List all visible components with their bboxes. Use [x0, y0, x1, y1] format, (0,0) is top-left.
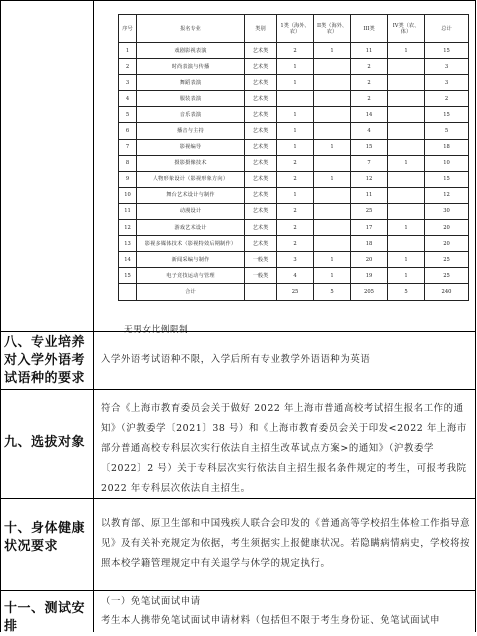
table-row [119, 252, 469, 268]
row-divider [0, 331, 476, 332]
table-cell-c2: 1 [314, 268, 351, 284]
table-row [119, 59, 469, 75]
table-cell-c2 [314, 220, 351, 236]
table-cell-seq: 15 [119, 268, 137, 284]
table-row [119, 107, 469, 123]
table-cell-major: 电子竞技运动与管理 [137, 268, 245, 284]
table-cell-total: 2 [425, 91, 469, 107]
table-row [119, 236, 469, 252]
row-divider [0, 389, 476, 390]
table-cell-seq: 6 [119, 123, 137, 139]
table-cell-c1 [277, 91, 314, 107]
table-cell-seq: 14 [119, 252, 137, 268]
table-cell-category: 艺术类 [245, 91, 277, 107]
table-cell-seq: 5 [119, 107, 137, 123]
table-cell-c2 [314, 187, 351, 203]
section-text-health: 以教育部、原卫生部和中国残疾人联合会印发的《普通高等学校招生体检工作指导意见》及有关补充规定为依据，考生须据实上报健康状况。若隐瞒病情病史，学校将按照本校学籍管理规定中有关退学与休学的规定执行。 [101, 518, 471, 569]
table-cell-seq: 8 [119, 155, 137, 171]
table-cell-c4 [388, 91, 425, 107]
table-cell-c2 [314, 75, 351, 91]
table-cell-c2 [314, 123, 351, 139]
table-cell-c4 [388, 236, 425, 252]
table-cell-major: 合计 [137, 284, 245, 300]
table-cell-c3: 15 [351, 139, 388, 155]
table-cell-c4: 1 [388, 220, 425, 236]
table-cell-c4 [388, 203, 425, 219]
table-cell-c1: 2 [277, 155, 314, 171]
section-label-foreign-language: 八、专业培养对入学外语考试语种的要求 [4, 335, 86, 386]
table-cell-major: 影视编导 [137, 139, 245, 155]
table-cell-major: 影视多媒体技术（影视特效后期制作） [137, 236, 245, 252]
table-cell-seq: 2 [119, 59, 137, 75]
table-cell-total: 15 [425, 43, 469, 59]
table-cell-c3: 2 [351, 59, 388, 75]
table-cell-c3: 18 [351, 236, 388, 252]
table-cell-c4 [388, 59, 425, 75]
table-cell-c3: 17 [351, 220, 388, 236]
table-cell-major: 时尚表演与传播 [137, 59, 245, 75]
table-row [119, 187, 469, 203]
table-cell-c3: 11 [351, 187, 388, 203]
table-cell-c1: 1 [277, 107, 314, 123]
table-cell-category: 艺术类 [245, 43, 277, 59]
table-cell-category: 艺术类 [245, 123, 277, 139]
table-cell-seq: 10 [119, 187, 137, 203]
table-cell-major: 摄影摄像技术 [137, 155, 245, 171]
section-label-test-arrangement: 十一、测试安排 [4, 601, 86, 634]
table-cell-seq: 3 [119, 75, 137, 91]
table-cell-c3: 11 [351, 43, 388, 59]
table-cell-c1: 2 [277, 236, 314, 252]
table-cell-c3: 7 [351, 155, 388, 171]
table-cell-c1: 1 [277, 123, 314, 139]
table-cell-category [245, 284, 277, 300]
table-cell-total: 18 [425, 139, 469, 155]
table-row [119, 155, 469, 171]
table-cell-c3: 2 [351, 91, 388, 107]
section-text-test-arrangement: （一）免笔试面试申请 考生本人携带免笔试面试申请材料（包括但不限于考生身份证、免笔试面试申 [101, 596, 441, 626]
table-cell-category: 艺术类 [245, 171, 277, 187]
table-cell-major: 新闻采编与制作 [137, 252, 245, 268]
table-row [119, 43, 469, 59]
table-cell-total: 15 [425, 171, 469, 187]
table-cell-c2 [314, 236, 351, 252]
table-cell-seq: 12 [119, 220, 137, 236]
table-cell-category: 艺术类 [245, 187, 277, 203]
table-cell-total: 10 [425, 155, 469, 171]
table-cell-c1: 1 [277, 187, 314, 203]
table-cell-c4 [388, 187, 425, 203]
table-cell-c3: 14 [351, 107, 388, 123]
table-row [119, 203, 469, 219]
table-cell-c2 [314, 91, 351, 107]
table-row [119, 139, 469, 155]
table-cell-c4 [388, 171, 425, 187]
table-cell-c2: 5 [314, 284, 351, 300]
gender-ratio-note: 无男女比例限制 [124, 325, 189, 335]
table-cell-major: 舞蹈表演 [137, 75, 245, 91]
table-cell-c2 [314, 203, 351, 219]
table-row [119, 220, 469, 236]
header-class-3: III类 [351, 15, 388, 43]
table-cell-major: 动漫设计 [137, 203, 245, 219]
table-cell-category: 艺术类 [245, 107, 277, 123]
table-cell-category: 艺术类 [245, 75, 277, 91]
table-cell-c2 [314, 107, 351, 123]
table-cell-c4: 1 [388, 155, 425, 171]
table-cell-category: 艺术类 [245, 203, 277, 219]
table-cell-c4 [388, 75, 425, 91]
table-cell-c1: 2 [277, 220, 314, 236]
table-cell-c4: 5 [388, 284, 425, 300]
table-cell-category: 艺术类 [245, 59, 277, 75]
table-cell-c4 [388, 107, 425, 123]
table-cell-c4 [388, 123, 425, 139]
table-cell-c2: 1 [314, 139, 351, 155]
table-cell-total: 12 [425, 187, 469, 203]
header-class-4: IV类（农、体） [388, 15, 425, 43]
table-cell-category: 艺术类 [245, 139, 277, 155]
header-total: 总计 [425, 15, 469, 43]
table-cell-c4 [388, 139, 425, 155]
table-cell-major: 人物形象设计（影视形象方向） [137, 171, 245, 187]
table-cell-c1: 4 [277, 268, 314, 284]
table-cell-c3: 12 [351, 171, 388, 187]
table-cell-seq: 7 [119, 139, 137, 155]
table-row [119, 284, 469, 300]
table-cell-seq [119, 284, 137, 300]
section-label-eligibility: 九、选拔对象 [4, 435, 86, 450]
table-cell-c2: 1 [314, 171, 351, 187]
table-cell-c1: 25 [277, 284, 314, 300]
table-cell-c3: 205 [351, 284, 388, 300]
table-cell-seq: 1 [119, 43, 137, 59]
table-row [119, 268, 469, 284]
table-cell-c4: 1 [388, 43, 425, 59]
table-cell-total: 25 [425, 252, 469, 268]
table-cell-c1: 3 [277, 252, 314, 268]
header-major: 报名专业 [137, 15, 245, 43]
table-cell-c4: 1 [388, 252, 425, 268]
table-cell-c1: 2 [277, 43, 314, 59]
table-row [119, 123, 469, 139]
table-cell-c3: 25 [351, 203, 388, 219]
table-cell-total: 240 [425, 284, 469, 300]
table-cell-c2: 1 [314, 43, 351, 59]
table-cell-major: 播音与主持 [137, 123, 245, 139]
table-cell-total: 20 [425, 236, 469, 252]
section-text-eligibility: 符合《上海市教育委员会关于做好 2022 年上海市普通高校考试招生报名工作的通知》（沪教委学〔2021〕38 号）和《上海市教育委员会关于印发<2022 年上海市部分普通高校专科层次实行依法自主招生改革试点方案>的通知》（沪教委学〔2022〕2 号）关于专科层次实行依法自主招生报名条件规定的考生，可报考我院 2022 年专科层次依法自主招生。 [101, 403, 467, 494]
section-text-foreign-language: 入学外语考试语种不限，入学后所有专业教学外语语种为英语 [101, 354, 371, 365]
table-cell-total: 15 [425, 107, 469, 123]
table-row [119, 75, 469, 91]
table-cell-c2 [314, 155, 351, 171]
table-cell-major: 音乐表演 [137, 107, 245, 123]
table-cell-major: 戏剧影视表演 [137, 43, 245, 59]
table-cell-c3: 19 [351, 268, 388, 284]
table-cell-c1: 1 [277, 59, 314, 75]
table-cell-seq: 11 [119, 203, 137, 219]
table-cell-seq: 13 [119, 236, 137, 252]
row-divider [0, 590, 476, 591]
table-cell-total: 3 [425, 75, 469, 91]
table-cell-category: 一般类 [245, 252, 277, 268]
table-cell-seq: 4 [119, 91, 137, 107]
table-cell-seq: 9 [119, 171, 137, 187]
table-cell-c1: 2 [277, 203, 314, 219]
section-label-health: 十、身体健康状况要求 [4, 521, 86, 554]
header-seq: 序号 [119, 15, 137, 43]
table-cell-major: 服装表演 [137, 91, 245, 107]
table-cell-c2: 1 [314, 252, 351, 268]
table-cell-major: 舞台艺术设计与制作 [137, 187, 245, 203]
header-category: 类别 [245, 15, 277, 43]
table-cell-category: 艺术类 [245, 155, 277, 171]
table-cell-total: 3 [425, 59, 469, 75]
table-cell-c4: 1 [388, 268, 425, 284]
table-cell-total: 20 [425, 220, 469, 236]
table-cell-category: 一般类 [245, 268, 277, 284]
table-cell-c1: 2 [277, 171, 314, 187]
header-class-1: 1类（海外、农） [277, 15, 314, 43]
table-cell-c1: 1 [277, 75, 314, 91]
column-divider [93, 0, 94, 632]
table-cell-c1: 1 [277, 139, 314, 155]
table-row [119, 171, 469, 187]
table-row [119, 91, 469, 107]
table-cell-major: 游戏艺术设计 [137, 220, 245, 236]
enrollment-plan-table [118, 14, 469, 301]
table-cell-category: 艺术类 [245, 220, 277, 236]
table-header-row [119, 15, 469, 43]
table-cell-c3: 20 [351, 252, 388, 268]
table-cell-c3: 2 [351, 75, 388, 91]
table-cell-total: 25 [425, 268, 469, 284]
table-cell-c2 [314, 59, 351, 75]
table-cell-c3: 4 [351, 123, 388, 139]
table-cell-total: 5 [425, 123, 469, 139]
table-cell-total: 30 [425, 203, 469, 219]
table-cell-category: 艺术类 [245, 236, 277, 252]
header-class-2: II类（海外、农） [314, 15, 351, 43]
